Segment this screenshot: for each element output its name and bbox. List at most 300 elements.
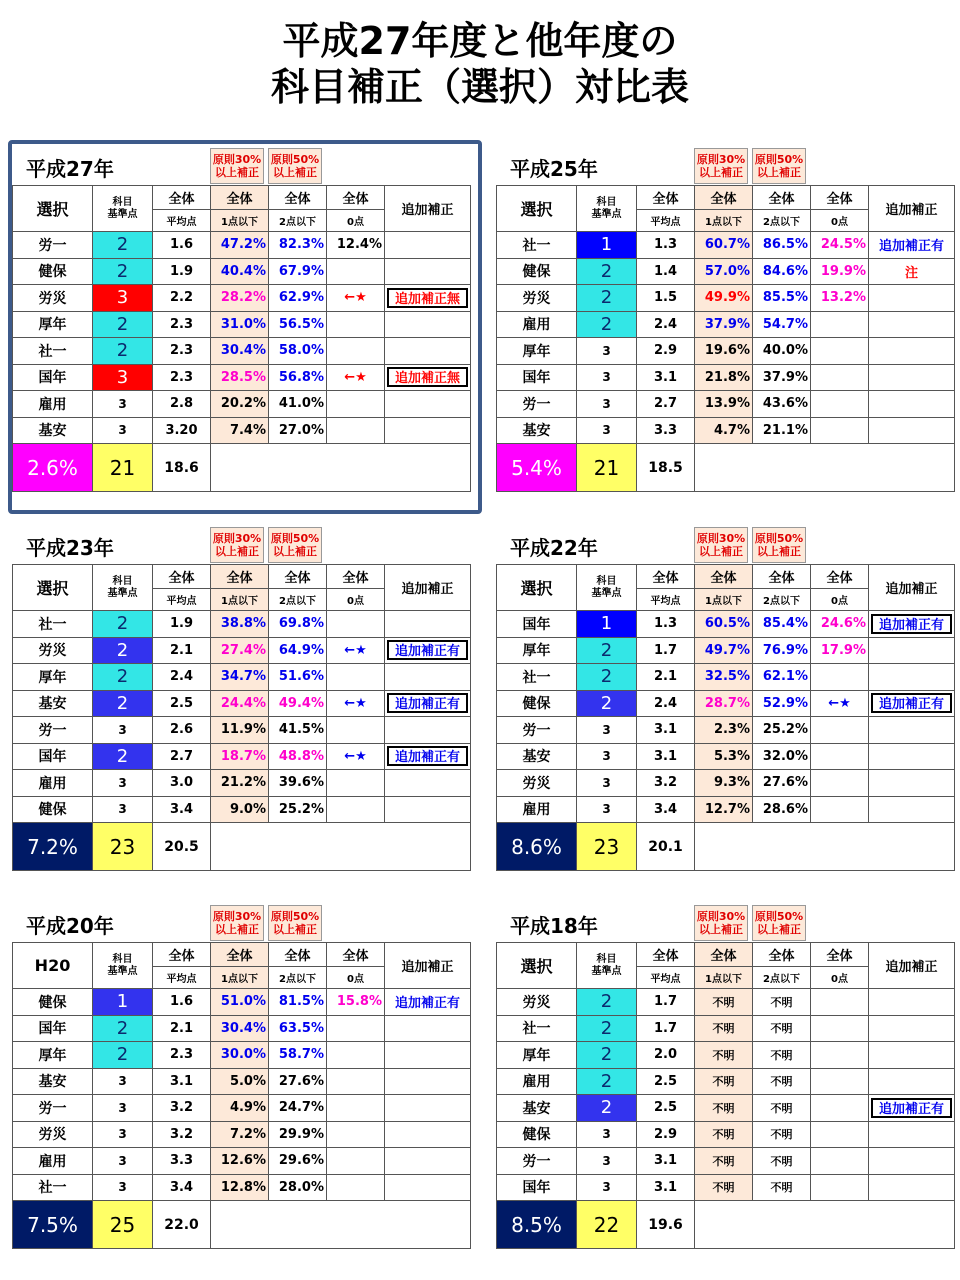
add-correction-cell — [385, 637, 471, 664]
avg-cell: 2.4 — [153, 664, 211, 691]
avg-cell: 3.0 — [153, 770, 211, 797]
two-below-cell: 39.6% — [269, 770, 327, 797]
pass-rate-cell: 7.5% — [13, 1201, 93, 1249]
subject-cell: 健保 — [497, 258, 577, 285]
add-correction-cell — [385, 311, 471, 338]
table-row — [13, 364, 471, 391]
panel-year-title: 平成23年 — [26, 536, 114, 560]
total-base-cell: 25 — [93, 1201, 153, 1249]
one-below-cell: 5.3% — [695, 743, 753, 770]
zero-cell — [327, 1095, 385, 1122]
avg-cell: 3.2 — [153, 1095, 211, 1122]
header-row — [497, 943, 955, 967]
zero-cell — [811, 1068, 869, 1095]
avg-cell: 3.4 — [153, 796, 211, 823]
two-below-header: 2点以下 — [753, 210, 811, 232]
header-row — [497, 565, 955, 589]
two-below-cell: 67.9% — [269, 258, 327, 285]
principle-50-label: 原則50% 以上補正 — [268, 905, 322, 941]
comparison-table — [496, 564, 955, 871]
zero-cell — [327, 1174, 385, 1201]
zero-cell: 12.4% — [327, 232, 385, 259]
principle-30-label: 原則30% 以上補正 — [694, 148, 748, 184]
base-score-cell: 2 — [577, 1068, 637, 1095]
one-below-cell: 28.5% — [211, 364, 269, 391]
base-score-cell: 3 — [93, 417, 153, 444]
header-row — [497, 186, 955, 210]
subject-cell: 厚年 — [13, 664, 93, 691]
table-row — [13, 989, 471, 1016]
avg-cell: 3.3 — [637, 417, 695, 444]
subject-cell: 厚年 — [497, 637, 577, 664]
avg-cell: 3.4 — [153, 1174, 211, 1201]
avg-cell: 3.1 — [637, 717, 695, 744]
subject-cell: 雇用 — [497, 796, 577, 823]
one-below-cell: 13.9% — [695, 391, 753, 418]
avg-cell: 1.4 — [637, 258, 695, 285]
zero-cell — [327, 1015, 385, 1042]
avg-cell: 2.4 — [637, 690, 695, 717]
add-correction-cell — [869, 611, 955, 638]
zentai-header: 全体 — [153, 186, 211, 210]
footer-empty-cell — [211, 823, 471, 871]
zentai-header: 全体 — [153, 565, 211, 589]
base-score-cell: 2 — [577, 1042, 637, 1069]
two-below-cell: 不明 — [753, 1015, 811, 1042]
total-base-cell: 21 — [577, 444, 637, 492]
zero-cell — [327, 391, 385, 418]
avg-header: 平均点 — [637, 589, 695, 611]
two-below-header: 2点以下 — [269, 967, 327, 989]
zero-header: 0点 — [811, 967, 869, 989]
comparison-table — [496, 942, 955, 1249]
subject-cell: 基安 — [13, 417, 93, 444]
one-below-header: 1点以下 — [695, 967, 753, 989]
base-score-cell: 3 — [577, 743, 637, 770]
add-correction-cell — [385, 1174, 471, 1201]
add-correction-cell — [869, 364, 955, 391]
avg-cell: 2.1 — [153, 1015, 211, 1042]
one-below-cell: 51.0% — [211, 989, 269, 1016]
add-correction-cell — [869, 796, 955, 823]
add-correction-cell — [385, 1015, 471, 1042]
avg-cell: 1.6 — [153, 989, 211, 1016]
zentai-header: 全体 — [811, 565, 869, 589]
subject-cell: 雇用 — [13, 391, 93, 418]
panel-year-title: 平成22年 — [510, 536, 598, 560]
one-below-cell: 7.4% — [211, 417, 269, 444]
total-base-cell: 21 — [93, 444, 153, 492]
subject-cell: 労一 — [13, 1095, 93, 1122]
two-below-cell: 21.1% — [753, 417, 811, 444]
two-below-cell: 41.5% — [269, 717, 327, 744]
kamoku-header: 科目 基準点 — [577, 565, 637, 611]
base-score-cell: 3 — [577, 796, 637, 823]
zero-cell — [811, 989, 869, 1016]
table-row — [497, 1042, 955, 1069]
total-avg-cell: 19.6 — [637, 1201, 695, 1249]
zero-header: 0点 — [327, 589, 385, 611]
one-below-cell: 18.7% — [211, 743, 269, 770]
base-score-cell: 2 — [93, 743, 153, 770]
add-correction-cell — [385, 1121, 471, 1148]
base-score-cell: 2 — [93, 664, 153, 691]
footer-row — [13, 823, 471, 871]
footer-row — [497, 444, 955, 492]
table-row — [13, 1148, 471, 1175]
table-row — [13, 770, 471, 797]
total-avg-cell: 18.6 — [153, 444, 211, 492]
two-below-cell: 51.6% — [269, 664, 327, 691]
zentai-header: 全体 — [637, 565, 695, 589]
zero-cell — [811, 364, 869, 391]
avg-header: 平均点 — [153, 589, 211, 611]
one-below-cell: 2.3% — [695, 717, 753, 744]
two-below-cell: 不明 — [753, 1121, 811, 1148]
subject-cell: 国年 — [497, 611, 577, 638]
zentai-header: 全体 — [695, 565, 753, 589]
comparison-table — [12, 942, 471, 1249]
table-row — [497, 664, 955, 691]
subject-cell: 基安 — [497, 417, 577, 444]
one-below-cell: 31.0% — [211, 311, 269, 338]
add-correction-cell — [385, 664, 471, 691]
avg-cell: 1.3 — [637, 611, 695, 638]
add-correction-cell — [869, 637, 955, 664]
avg-cell: 3.2 — [637, 770, 695, 797]
star-marker-cell: ←★ — [811, 690, 869, 717]
two-below-cell: 64.9% — [269, 637, 327, 664]
avg-cell: 2.6 — [153, 717, 211, 744]
table-row — [13, 1015, 471, 1042]
avg-cell: 1.9 — [153, 258, 211, 285]
two-below-cell: 不明 — [753, 1068, 811, 1095]
subject-cell: 国年 — [13, 1015, 93, 1042]
one-below-cell: 30.0% — [211, 1042, 269, 1069]
two-below-cell: 27.6% — [269, 1068, 327, 1095]
avg-cell: 2.3 — [153, 338, 211, 365]
add-correction-cell — [385, 796, 471, 823]
subject-cell: 国年 — [497, 1174, 577, 1201]
zero-header: 0点 — [327, 967, 385, 989]
base-score-cell: 2 — [93, 1015, 153, 1042]
two-below-cell: 不明 — [753, 1174, 811, 1201]
zentai-header: 全体 — [327, 565, 385, 589]
add-correction-cell — [869, 664, 955, 691]
one-below-cell: 9.3% — [695, 770, 753, 797]
add-correction-cell — [385, 391, 471, 418]
subject-cell: 国年 — [13, 364, 93, 391]
one-below-cell: 4.7% — [695, 417, 753, 444]
two-below-cell: 不明 — [753, 1148, 811, 1175]
two-below-cell: 40.0% — [753, 338, 811, 365]
zero-cell — [811, 1015, 869, 1042]
zero-cell — [811, 417, 869, 444]
add-correction-cell — [385, 364, 471, 391]
select-header: H20 — [13, 943, 93, 989]
add-correction-cell — [869, 1015, 955, 1042]
two-below-cell: 29.9% — [269, 1121, 327, 1148]
table-row — [13, 391, 471, 418]
avg-cell: 2.1 — [153, 637, 211, 664]
two-below-cell: 63.5% — [269, 1015, 327, 1042]
avg-cell: 3.2 — [153, 1121, 211, 1148]
two-below-cell: 48.8% — [269, 743, 327, 770]
star-marker-cell: ←★ — [327, 690, 385, 717]
base-score-cell: 2 — [577, 258, 637, 285]
total-avg-cell: 22.0 — [153, 1201, 211, 1249]
subject-cell: 社一 — [13, 611, 93, 638]
one-below-cell: 12.7% — [695, 796, 753, 823]
one-below-cell: 49.9% — [695, 285, 753, 312]
total-base-cell: 22 — [577, 1201, 637, 1249]
footer-empty-cell — [211, 1201, 471, 1249]
table-row — [497, 1095, 955, 1122]
add-correction-badge: 追加補正有 — [387, 693, 468, 713]
zentai-header: 全体 — [327, 943, 385, 967]
table-row — [497, 717, 955, 744]
base-score-cell: 2 — [93, 1042, 153, 1069]
add-correction-cell — [869, 258, 955, 285]
avg-cell: 1.7 — [637, 637, 695, 664]
zero-cell — [811, 338, 869, 365]
zentai-header: 全体 — [811, 186, 869, 210]
zentai-header: 全体 — [327, 186, 385, 210]
total-base-cell: 23 — [93, 823, 153, 871]
zero-cell: 15.8% — [327, 989, 385, 1016]
add-correction-header: 追加補正 — [385, 565, 471, 611]
two-below-cell: 82.3% — [269, 232, 327, 259]
two-below-cell: 85.4% — [753, 611, 811, 638]
title-line-2: 科目補正（選択）対比表 — [270, 65, 689, 109]
one-below-cell: 30.4% — [211, 338, 269, 365]
one-below-cell: 24.4% — [211, 690, 269, 717]
table-row — [497, 1148, 955, 1175]
base-score-cell: 3 — [577, 1174, 637, 1201]
two-below-cell: 81.5% — [269, 989, 327, 1016]
add-correction-cell — [385, 258, 471, 285]
add-correction-badge: 追加補正有 — [387, 746, 468, 766]
zentai-header: 全体 — [637, 186, 695, 210]
add-correction-cell — [385, 232, 471, 259]
two-below-cell: 54.7% — [753, 311, 811, 338]
two-below-header: 2点以下 — [269, 589, 327, 611]
year-panel — [12, 145, 474, 513]
zero-cell: 24.5% — [811, 232, 869, 259]
zentai-header: 全体 — [269, 186, 327, 210]
add-correction-cell — [385, 770, 471, 797]
add-correction-cell — [869, 1148, 955, 1175]
total-avg-cell: 20.5 — [153, 823, 211, 871]
table-row — [13, 796, 471, 823]
one-below-cell: 11.9% — [211, 717, 269, 744]
star-marker-cell: ←★ — [327, 743, 385, 770]
add-correction-cell — [869, 1174, 955, 1201]
subject-cell: 労災 — [13, 285, 93, 312]
avg-cell: 1.5 — [637, 285, 695, 312]
avg-cell: 2.5 — [637, 1095, 695, 1122]
zentai-header: 全体 — [153, 943, 211, 967]
two-below-cell: 37.9% — [753, 364, 811, 391]
add-correction-cell — [869, 1121, 955, 1148]
two-below-cell: 86.5% — [753, 232, 811, 259]
principle-30-label: 原則30% 以上補正 — [694, 905, 748, 941]
base-score-cell: 1 — [93, 989, 153, 1016]
table-row — [497, 989, 955, 1016]
one-below-cell: 4.9% — [211, 1095, 269, 1122]
base-score-cell: 2 — [93, 611, 153, 638]
base-score-cell: 2 — [577, 989, 637, 1016]
table-row — [497, 1174, 955, 1201]
add-correction-cell — [869, 232, 955, 259]
subject-cell: 労一 — [497, 1148, 577, 1175]
table-row — [13, 417, 471, 444]
one-below-cell: 38.8% — [211, 611, 269, 638]
add-correction-badge: 追加補正無 — [387, 288, 468, 308]
base-score-cell: 3 — [577, 364, 637, 391]
zero-cell — [811, 664, 869, 691]
subject-cell: 労一 — [13, 717, 93, 744]
panel-year-title: 平成20年 — [26, 914, 114, 938]
base-score-cell: 3 — [577, 1148, 637, 1175]
one-below-cell: 37.9% — [695, 311, 753, 338]
subject-cell: 労災 — [497, 770, 577, 797]
two-below-cell: 49.4% — [269, 690, 327, 717]
one-below-cell: 12.6% — [211, 1148, 269, 1175]
table-row — [497, 1068, 955, 1095]
two-below-cell: 不明 — [753, 1042, 811, 1069]
avg-cell: 2.1 — [637, 664, 695, 691]
zentai-header: 全体 — [753, 186, 811, 210]
select-header: 選択 — [497, 943, 577, 989]
one-below-cell: 不明 — [695, 1042, 753, 1069]
table-row — [13, 611, 471, 638]
zero-cell — [811, 311, 869, 338]
base-score-cell: 2 — [93, 338, 153, 365]
one-below-cell: 21.2% — [211, 770, 269, 797]
principle-30-label: 原則30% 以上補正 — [694, 527, 748, 563]
footer-row — [497, 823, 955, 871]
panel-year-title: 平成27年 — [26, 157, 114, 181]
zero-cell: 13.2% — [811, 285, 869, 312]
subject-cell: 健保 — [497, 1121, 577, 1148]
add-correction-cell — [385, 285, 471, 312]
add-correction-text: 追加補正有 — [394, 996, 460, 1012]
table-row — [13, 637, 471, 664]
principle-50-label: 原則50% 以上補正 — [752, 148, 806, 184]
subject-cell: 雇用 — [497, 311, 577, 338]
base-score-cell: 3 — [577, 717, 637, 744]
footer-row — [497, 1201, 955, 1249]
zero-cell — [327, 1042, 385, 1069]
avg-cell: 3.3 — [153, 1148, 211, 1175]
base-score-cell: 2 — [93, 258, 153, 285]
base-score-cell: 1 — [577, 611, 637, 638]
zero-cell — [811, 717, 869, 744]
header-row — [13, 565, 471, 589]
base-score-cell: 3 — [577, 770, 637, 797]
add-correction-text: 追加補正有 — [878, 239, 944, 255]
kamoku-header: 科目 基準点 — [577, 943, 637, 989]
principle-30-label: 原則30% 以上補正 — [210, 148, 264, 184]
subject-cell: 厚年 — [497, 1042, 577, 1069]
table-row — [497, 690, 955, 717]
zero-cell — [811, 1095, 869, 1122]
base-score-cell: 3 — [93, 1095, 153, 1122]
one-below-cell: 47.2% — [211, 232, 269, 259]
avg-cell: 2.7 — [153, 743, 211, 770]
add-correction-badge: 追加補正有 — [387, 640, 468, 660]
add-correction-header: 追加補正 — [869, 943, 955, 989]
two-below-cell: 28.6% — [753, 796, 811, 823]
zero-cell — [327, 311, 385, 338]
one-below-cell: 28.7% — [695, 690, 753, 717]
avg-cell: 3.4 — [637, 796, 695, 823]
select-header: 選択 — [497, 565, 577, 611]
add-correction-cell — [869, 770, 955, 797]
zentai-header: 全体 — [211, 186, 269, 210]
avg-cell: 2.0 — [637, 1042, 695, 1069]
table-row — [13, 717, 471, 744]
zero-cell — [327, 338, 385, 365]
add-correction-text: 注 — [904, 265, 918, 281]
base-score-cell: 2 — [93, 690, 153, 717]
pass-rate-cell: 7.2% — [13, 823, 93, 871]
subject-cell: 雇用 — [497, 1068, 577, 1095]
zero-cell — [327, 664, 385, 691]
two-below-cell: 32.0% — [753, 743, 811, 770]
add-correction-cell — [385, 1068, 471, 1095]
table-row — [13, 338, 471, 365]
table-row — [497, 232, 955, 259]
avg-cell: 2.2 — [153, 285, 211, 312]
two-below-header: 2点以下 — [753, 967, 811, 989]
add-correction-cell — [869, 285, 955, 312]
add-correction-header: 追加補正 — [385, 943, 471, 989]
zero-cell — [811, 1148, 869, 1175]
page-title — [0, 18, 960, 110]
year-panel — [496, 524, 958, 892]
base-score-cell: 2 — [93, 637, 153, 664]
base-score-cell: 3 — [577, 391, 637, 418]
star-marker-cell: ←★ — [327, 285, 385, 312]
year-panel — [496, 145, 958, 513]
add-correction-cell — [385, 338, 471, 365]
one-below-cell: 60.7% — [695, 232, 753, 259]
zero-cell — [327, 258, 385, 285]
table-row — [13, 1121, 471, 1148]
kamoku-header: 科目 基準点 — [93, 565, 153, 611]
subject-cell: 基安 — [497, 1095, 577, 1122]
avg-cell: 2.3 — [153, 311, 211, 338]
one-below-header: 1点以下 — [211, 589, 269, 611]
one-below-cell: 20.2% — [211, 391, 269, 418]
one-below-cell: 不明 — [695, 1148, 753, 1175]
table-row — [13, 1042, 471, 1069]
principle-50-label: 原則50% 以上補正 — [268, 148, 322, 184]
title-line-1: 平成27年度と他年度の — [282, 19, 678, 63]
zero-cell — [811, 796, 869, 823]
subject-cell: 健保 — [13, 989, 93, 1016]
subject-cell: 社一 — [497, 1015, 577, 1042]
one-below-cell: 19.6% — [695, 338, 753, 365]
kamoku-header: 科目 基準点 — [93, 943, 153, 989]
table-row — [497, 364, 955, 391]
zentai-header: 全体 — [211, 943, 269, 967]
zero-cell: 24.6% — [811, 611, 869, 638]
table-row — [13, 1068, 471, 1095]
table-row — [13, 285, 471, 312]
